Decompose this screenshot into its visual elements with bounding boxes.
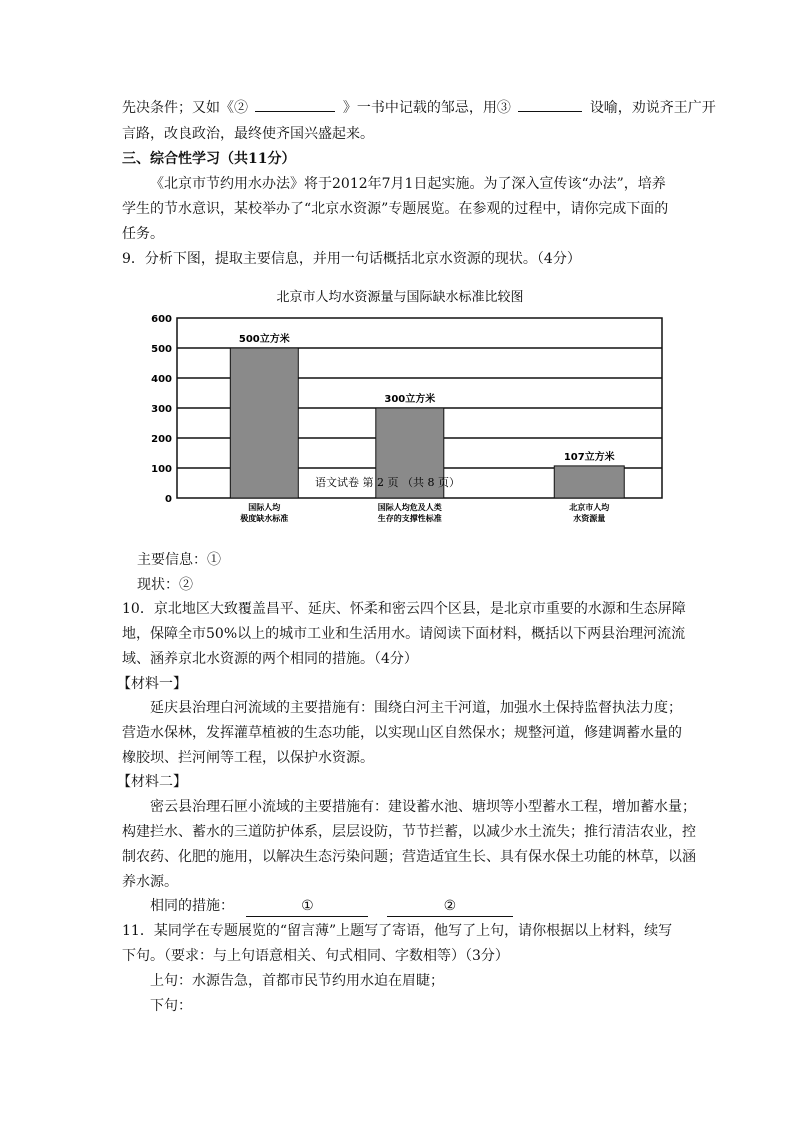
question-11-line-1: 11．某同学在专题展览的“留言薄”上题写了寄语，他写了上句，请你根据以上材料，续写	[122, 923, 673, 939]
y-tick-label: 400	[151, 374, 172, 385]
y-tick-label: 100	[151, 464, 172, 475]
same-measure-blank-1[interactable]: ①	[246, 896, 368, 917]
bar	[554, 466, 624, 498]
same-measures-row	[150, 896, 513, 917]
answer-blank-2[interactable]	[255, 111, 335, 112]
section-3-paragraph-line-1: 《北京市节约用水办法》将于2012年7月1日起实施。为了深入宣传该“办法”，培养	[150, 176, 666, 192]
bar	[230, 348, 298, 498]
material-2-title: 【材料二】	[117, 774, 187, 790]
intro-text-b: 》一书中记载的邹忌，用③	[342, 100, 511, 116]
question-10-line-2: 地，保障全市50%以上的城市工业和生活用水。请阅读下面材料，概括以下两县治理河流流	[122, 626, 686, 642]
question-10-line-3: 域、涵养京北水资源的两个相同的措施。（4分）	[122, 651, 418, 667]
section-3-paragraph-line-3: 任务。	[122, 226, 164, 242]
upper-line-text: 上句：水源告急，首都市民节约用水迫在眉睫；	[150, 973, 444, 989]
intro-line-1	[122, 98, 716, 118]
material-1-title: 【材料一】	[117, 676, 187, 692]
question-11-line-2: 下句。（要求：与上句语意相关、句式相同、字数相等）（3分）	[122, 948, 509, 964]
question-9: 9．分析下图，提取主要信息，并用一句话概括北京水资源的现状。（4分）	[122, 251, 581, 267]
material-1-line-3: 橡胶坝、拦河闸等工程，以保护水资源。	[122, 750, 374, 766]
intro-text-a: 先决条件；又如《②	[122, 100, 248, 116]
chart-title: 北京市人均水资源量与国际缺水标准比较图	[276, 290, 524, 305]
bar-data-label: 107立方米	[563, 451, 615, 463]
question-10-line-1: 10．京北地区大致覆盖昌平、延庆、怀柔和密云四个区县，是北京市重要的水源和生态屏障	[122, 601, 686, 617]
x-category-label: 生存的支撑性标准	[377, 514, 442, 523]
page-number-watermark: 语文试卷 第 2 页 （共 8 页）	[315, 476, 460, 489]
y-tick-label: 200	[151, 434, 172, 445]
intro-text-c: 设喻，劝说齐王广开	[589, 100, 716, 116]
y-tick-label: 500	[151, 344, 172, 355]
material-2-line-2: 构建拦水、蓄水的三道防护体系，层层设防，节节拦蓄，以减少水土流失；推行清洁农业，控	[122, 824, 696, 840]
bar-data-label: 500立方米	[238, 334, 290, 345]
x-category-label: 极度缺水标准	[240, 514, 289, 523]
same-measures-label: 相同的措施：	[150, 898, 234, 914]
x-category-label: 北京市人均	[569, 503, 610, 512]
y-tick-label: 600	[151, 314, 172, 325]
water-resource-bar-chart	[140, 283, 670, 533]
lower-line-label: 下句：	[150, 998, 192, 1014]
x-category-label: 水资源量	[573, 514, 606, 523]
status-label: 现状：②	[137, 577, 193, 593]
y-tick-label: 300	[151, 404, 172, 415]
same-measure-blank-2[interactable]: ②	[387, 896, 513, 917]
section-3-heading: 三、综合性学习（共11分）	[122, 151, 296, 167]
material-1-line-2: 营造水保林，发挥灌草植被的生态功能，以实现山区自然保水；规整河道，修建调蓄水量的	[122, 725, 682, 741]
y-tick-label: 0	[165, 494, 172, 505]
material-2-line-4: 养水源。	[122, 874, 178, 890]
bar-data-label: 300立方米	[384, 394, 436, 405]
answer-blank-3[interactable]	[518, 111, 582, 112]
material-2-line-1: 密云县治理石匣小流域的主要措施有：建设蓄水池、塘坝等小型蓄水工程，增加蓄水量；	[150, 799, 696, 815]
material-1-line-1: 延庆县治理白河流域的主要措施有：围绕白河主干河道，加强水土保持监督执法力度；	[150, 700, 682, 716]
section-3-paragraph-line-2: 学生的节水意识，某校举办了“北京水资源”专题展览。在参观的过程中，请你完成下面的	[122, 201, 669, 217]
main-info-label: 主要信息：①	[137, 552, 221, 568]
x-category-label: 国际人均危及人类	[377, 503, 442, 512]
intro-line-2: 言路，改良政治，最终使齐国兴盛起来。	[122, 126, 374, 142]
material-2-line-3: 制农药、化肥的施用，以解决生态污染问题；营造适宜生长、具有保水保土功能的林草，以涵	[122, 849, 696, 865]
x-category-label: 国际人均	[248, 503, 281, 512]
